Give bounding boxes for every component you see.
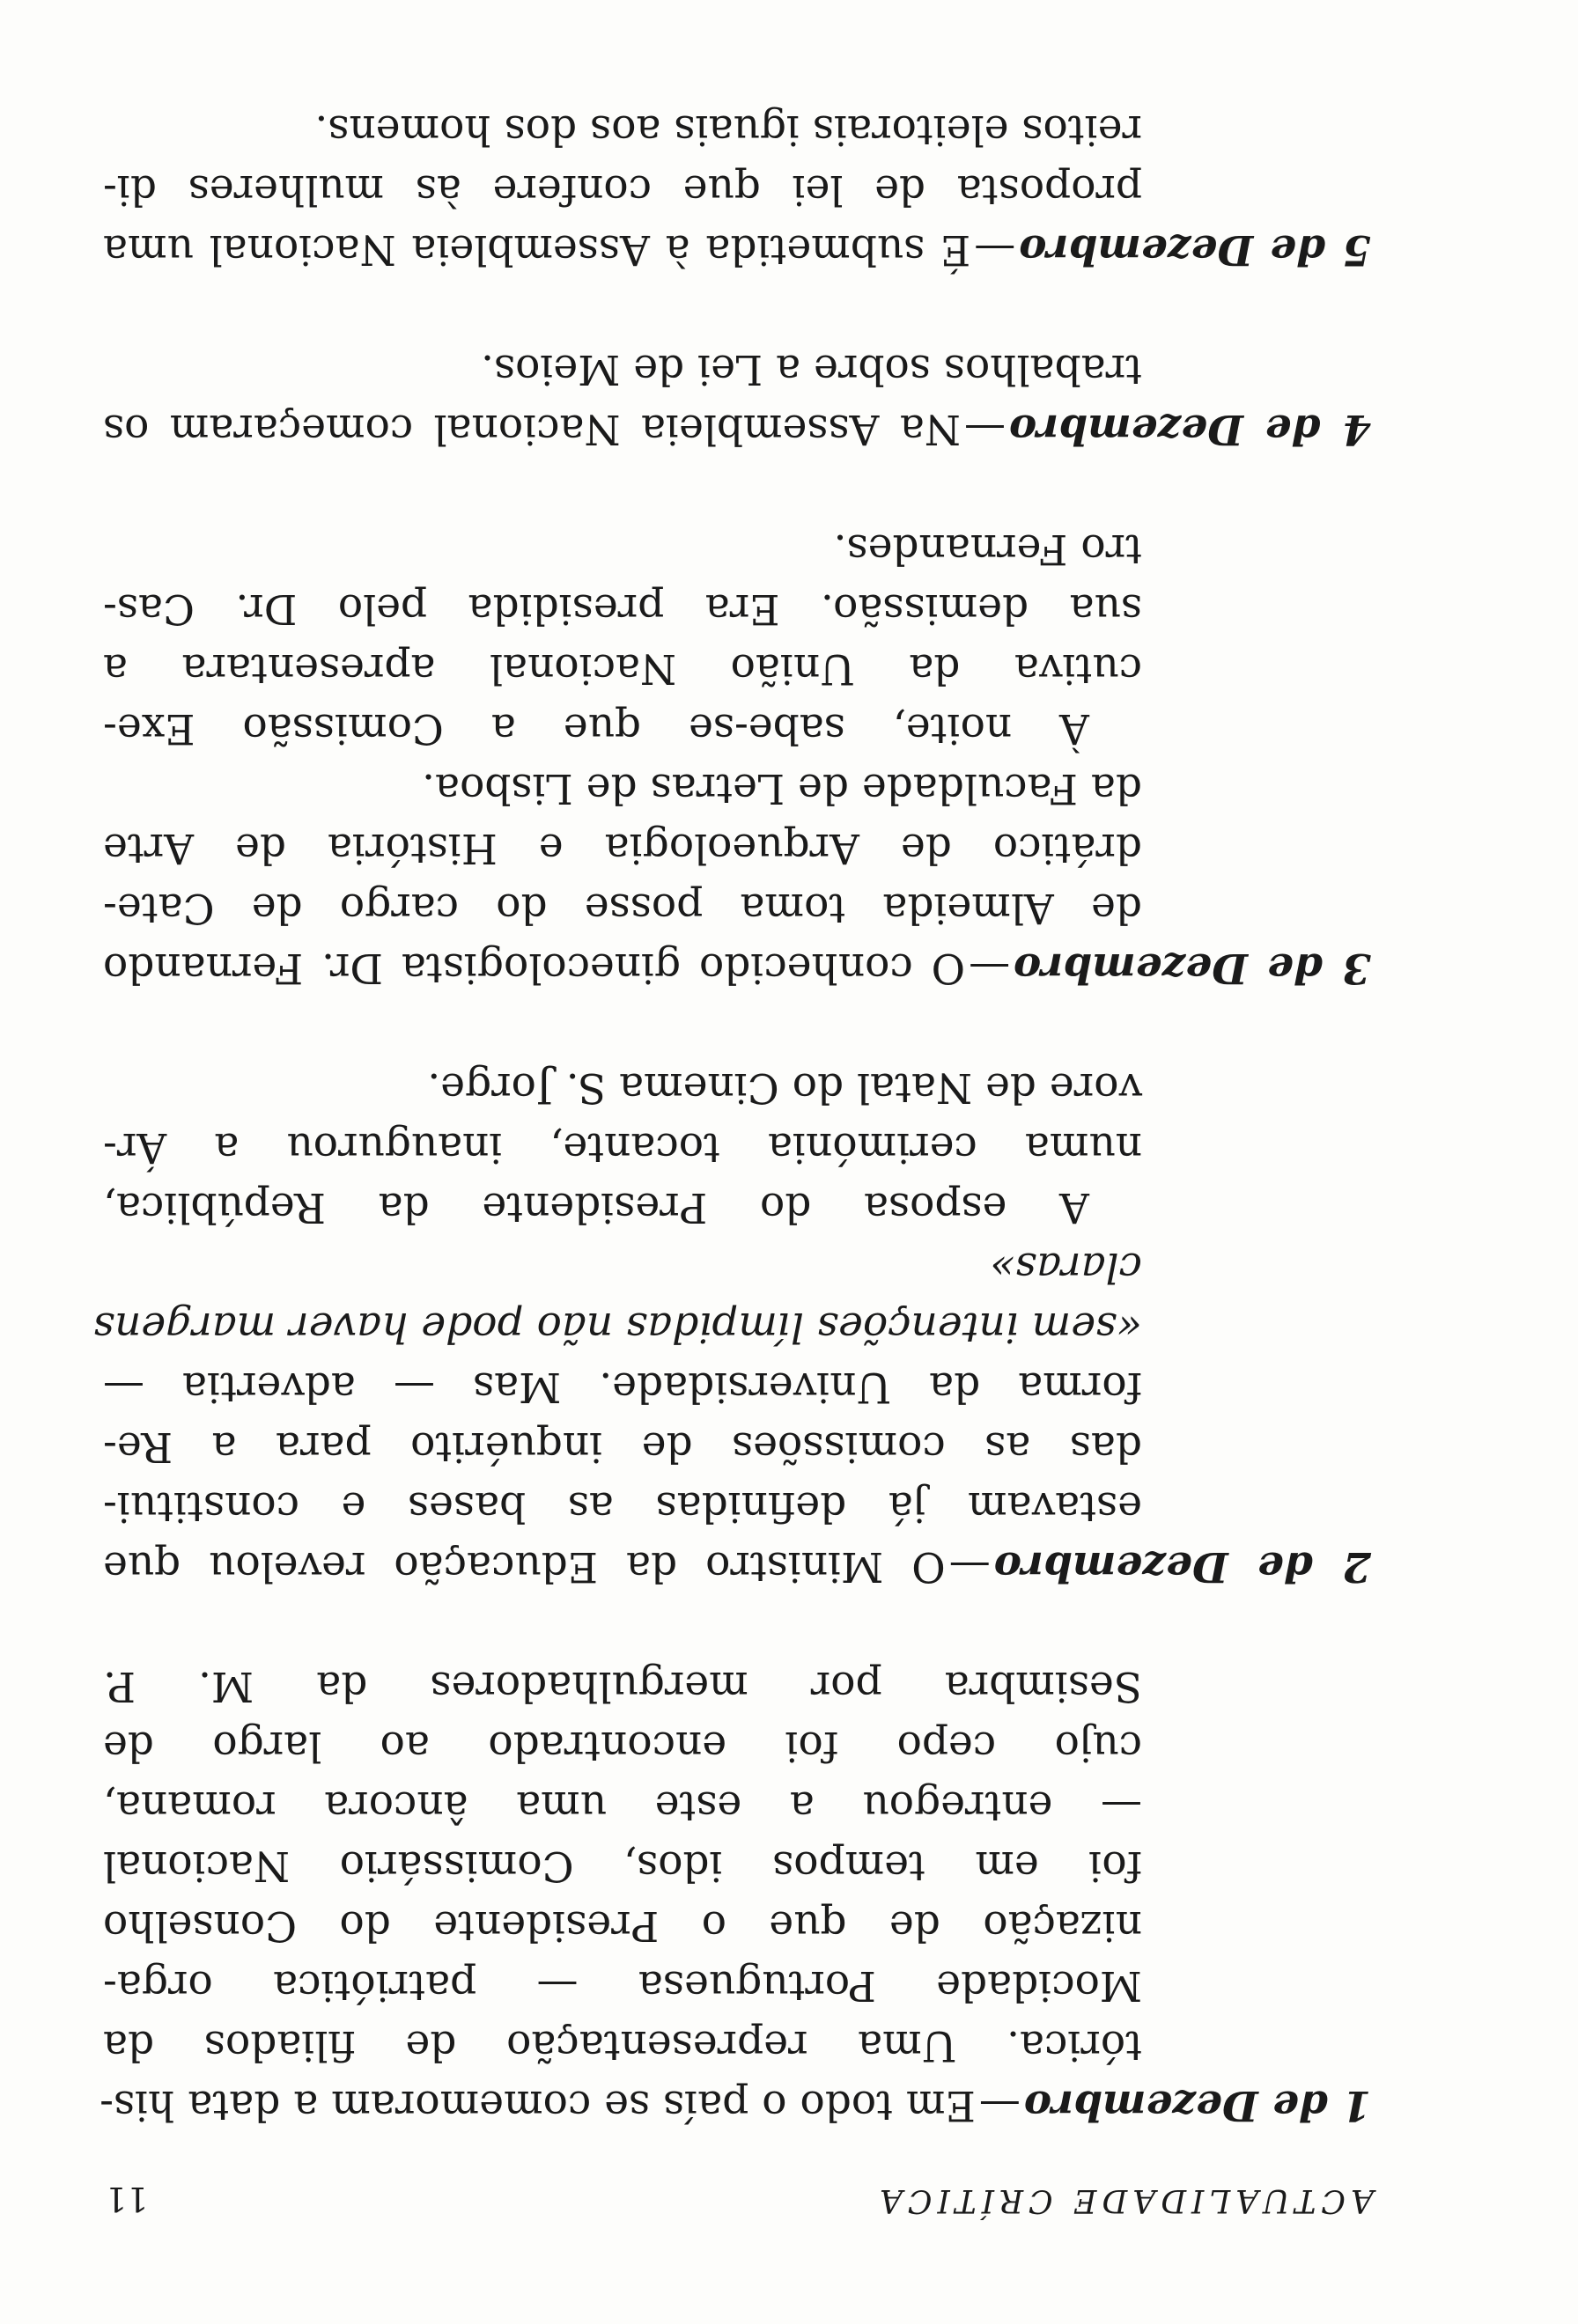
entry-paragraph-line: tro Fernandes. xyxy=(833,525,1142,573)
entry-first-line: O conhecido ginecologista Dr. Fernando xyxy=(103,944,966,992)
entry-first-line: O Ministro da Educação revelou que xyxy=(103,1542,946,1591)
entry-date: 2 de Dezembro xyxy=(993,1542,1371,1591)
entry-first-line: É submetida à Assembleia Nacional uma xyxy=(103,225,971,274)
entry-date: 3 de Dezembro xyxy=(1014,944,1371,992)
entry-3-dezembro: 3 de Dezembro—O conhecido ginecologista Dr. Fernando de Almeida toma posse do cargo de Cate- drático de Arqueologia e História de Arte da Faculdade de Letras de Lisboa. À noite, sabe-se que a Comissão Exe- cutiva da União Nacional apresentara a sua demissão. Era presidida pelo Dr. Cas- tro Fernandes. xyxy=(103,518,1371,997)
entry-line: trabalhos sobre a Lei de Meios. xyxy=(481,345,1142,393)
entry-4-dezembro: 4 de Dezembro—Na Assembleia Nacional começaram os trabalhos sobre a Lei de Meios. xyxy=(103,339,1371,459)
entry-quote-line: «sem intenções límpidas não pode haver margens xyxy=(92,1303,1142,1351)
entry-line: foi em tempos idos, Comissário Nacional xyxy=(103,1842,1142,1890)
entry-line: reitos eleitorais iguais aos dos homens. xyxy=(314,106,1142,154)
entry-date: 4 de Dezembro xyxy=(1009,405,1371,453)
entry-line: nização de que o Presidente do Conselho xyxy=(103,1901,1142,1950)
entry-line: cujo cepo foi encontrado ao largo de xyxy=(103,1722,1142,1770)
entry-paragraph-line: À noite, sabe-se que a Comissão Exe- xyxy=(103,704,1089,753)
entry-paragraph-line: cutiva da União Nacional apresentara a xyxy=(103,644,1142,693)
entry-line: tórica. Uma representação de filiados da xyxy=(103,2021,1142,2070)
entry-date: 1 de Dezembro xyxy=(1023,2081,1371,2129)
entry-2-dezembro: 2 de Dezembro—O Ministro da Educação revelou que estavam já definidas as bases e constitui- das as comissões de inquérito para a Re- forma da Universidade. Mas — advertia — «sem intenções límpidas não pode haver margens claras» A esposa do Presidente da República, numa cerimónia tocante, inaugurou a Ár- vore de Natal do Cinema S. Jorge. xyxy=(103,1057,1371,1596)
entry-line: forma da Universidade. Mas — advertia — xyxy=(103,1363,1142,1411)
entry-line: Sesimbra por mergulhadores da M. P. xyxy=(103,1662,1142,1710)
entry-line: drático de Arqueologia e História de Arte xyxy=(103,824,1142,872)
running-title: ACTUALIDADE CRÍTICA xyxy=(874,2182,1374,2218)
entry-1-dezembro: 1 de Dezembro—Em todo o país se comemoram a data his- tórica. Uma representação de filiados da Mocidade Portuguesa — patriótica orga- nização de que o Presidente do Conselho foi em tempos idos, Comissário Nacional — entregou a este uma âncora romana, cujo cepo foi encontrado ao largo de Sesimbra por mergulhadores da M. P. xyxy=(103,1656,1371,2135)
entry-line: estavam já definidas as bases e constitui- xyxy=(103,1482,1142,1531)
entry-paragraph-line: vore de Natal do Cinema S. Jorge. xyxy=(427,1063,1142,1112)
entry-paragraph-line: numa cerimónia tocante, inaugurou a Ár- xyxy=(103,1123,1142,1172)
entry-line: Mocidade Portuguesa — patriótica orga- xyxy=(103,1961,1142,2010)
entry-5-dezembro: 5 de Dezembro—É submetida à Assembleia Nacional uma proposta de lei que confere às mulheres di- reitos eleitorais iguais aos dos homens. xyxy=(103,99,1371,279)
entry-line: das as comissões de inquérito para a Re- xyxy=(103,1423,1142,1471)
running-head xyxy=(106,2166,1374,2218)
entry-first-line: Em todo o país se comemoram a data his- xyxy=(100,2081,976,2129)
entry-line: proposta de lei que confere às mulheres di- xyxy=(103,165,1142,214)
chronicle-content xyxy=(92,40,1371,2135)
page-number: 11 xyxy=(106,2180,149,2218)
entry-date: 5 de Dezembro xyxy=(1019,225,1371,274)
entry-line: de Almeida toma posse do cargo de Cate- xyxy=(103,884,1142,932)
entry-line: — entregou a este uma âncora romana, xyxy=(103,1782,1142,1830)
entry-quote-line: claras» xyxy=(990,1243,1142,1291)
entry-first-line: Na Assembleia Nacional começaram os xyxy=(102,405,962,453)
entry-paragraph-line: sua demissão. Era presidida pelo Dr. Cas- xyxy=(103,585,1142,633)
entry-line: da Faculdade de Letras de Lisboa. xyxy=(422,764,1142,813)
entry-paragraph-line: A esposa do Presidente da República, xyxy=(103,1183,1089,1232)
